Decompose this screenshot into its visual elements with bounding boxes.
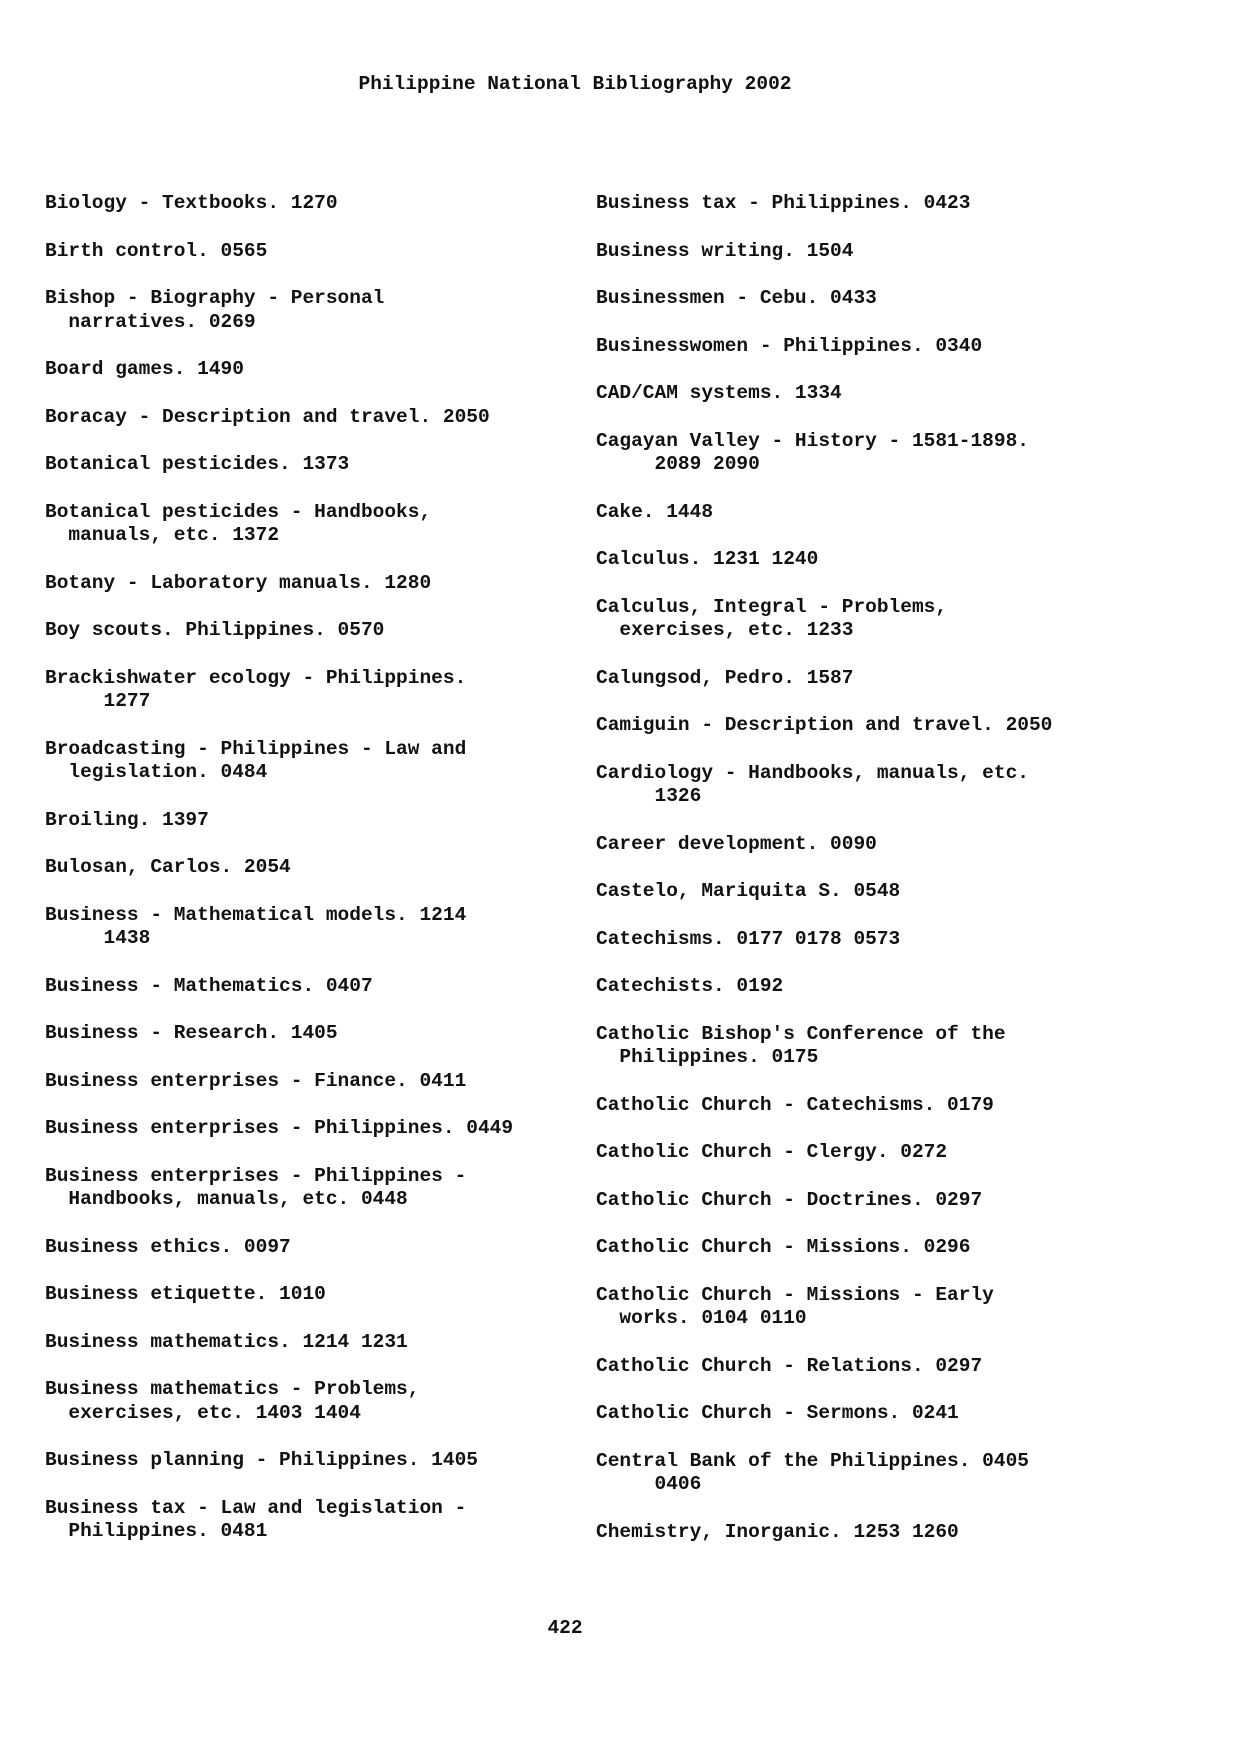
left-index-column xyxy=(45,192,565,1568)
index-entry-heading: Business mathematics - Problems, xyxy=(45,1378,420,1400)
index-entry xyxy=(596,1284,1136,1331)
index-entry xyxy=(45,1497,565,1544)
index-entry xyxy=(45,406,565,430)
index-entry-continuation: 1438 xyxy=(45,927,151,949)
index-entry-heading: Catholic Church - Relations. 0297 xyxy=(596,1354,983,1377)
index-entry xyxy=(45,358,565,382)
index-entry-heading: Botanical pesticides. 1373 xyxy=(45,453,350,475)
index-entry xyxy=(45,453,565,477)
index-entry-heading: Business etiquette. 1010 xyxy=(45,1283,326,1305)
index-entry-heading: Business - Mathematics. 0407 xyxy=(45,974,373,997)
index-entry-heading: Catholic Church - Clergy. 0272 xyxy=(596,1141,948,1163)
index-entry xyxy=(596,975,1136,999)
index-entry xyxy=(596,240,1136,264)
index-entry xyxy=(45,619,565,643)
index-entry-heading: Business - Mathematical models. 1214 xyxy=(45,903,467,926)
index-entry xyxy=(45,667,565,714)
index-entry-heading: Botany - Laboratory manuals. 1280 xyxy=(45,571,432,594)
index-entry-heading: Broiling. 1397 xyxy=(45,808,209,831)
index-entry-heading: Catholic Church - Catechisms. 0179 xyxy=(596,1093,994,1116)
index-entry xyxy=(596,287,1136,311)
index-entry xyxy=(596,1189,1136,1213)
index-entry xyxy=(45,904,565,951)
index-entry-heading: Boracay - Description and travel. 2050 xyxy=(45,405,490,428)
index-entry-heading: Birth control. 0565 xyxy=(45,239,268,262)
index-entry xyxy=(45,1022,565,1046)
index-entry xyxy=(596,1141,1136,1165)
index-entry-heading: Central Bank of the Philippines. 0405 xyxy=(596,1449,1029,1472)
index-entry-heading: Biology - Textbooks. 1270 xyxy=(45,192,338,214)
index-entry-continuation: Philippines. 0481 xyxy=(45,1520,268,1542)
index-entry-heading: Catholic Church - Missions - Early xyxy=(596,1283,994,1306)
index-entry-heading: Broadcasting - Philippines - Law and xyxy=(45,737,467,760)
index-entry-continuation: narratives. 0269 xyxy=(45,310,256,333)
index-entry xyxy=(596,1521,1136,1545)
index-entry-continuation: 1277 xyxy=(45,690,151,712)
index-entry-continuation: Philippines. 0175 xyxy=(596,1046,819,1068)
index-entry xyxy=(45,856,565,880)
index-entry xyxy=(45,501,565,548)
index-entry xyxy=(45,1236,565,1260)
index-entry xyxy=(596,1450,1136,1497)
index-entry xyxy=(45,192,565,216)
index-entry xyxy=(45,975,565,999)
index-entry-heading: Brackishwater ecology - Philippines. xyxy=(45,666,467,689)
index-entry-heading: Camiguin - Description and travel. 2050 xyxy=(596,714,1053,736)
index-entry-heading: Catechisms. 0177 0178 0573 xyxy=(596,927,901,950)
index-entry-continuation: Handbooks, manuals, etc. 0448 xyxy=(45,1188,408,1210)
index-entry-heading: Catholic Church - Doctrines. 0297 xyxy=(596,1188,983,1211)
index-entry-heading: Bulosan, Carlos. 2054 xyxy=(45,856,291,878)
index-entry-heading: Businesswomen - Philippines. 0340 xyxy=(596,334,983,357)
index-entry-heading: Botanical pesticides - Handbooks, xyxy=(45,500,432,523)
index-entry-heading: Castelo, Mariquita S. 0548 xyxy=(596,880,901,902)
page-title: Philippine National Bibliography 2002 xyxy=(358,73,792,95)
index-entry-continuation: exercises, etc. 1233 xyxy=(596,619,854,641)
index-entry xyxy=(596,596,1136,643)
index-entry-heading: Boy scouts. Philippines. 0570 xyxy=(45,619,385,641)
index-entry xyxy=(45,1070,565,1094)
index-entry xyxy=(45,1331,565,1355)
index-entry xyxy=(596,192,1136,216)
index-entry-continuation: manuals, etc. 1372 xyxy=(45,524,280,546)
index-entry-heading: Business tax - Law and legislation - xyxy=(45,1496,467,1519)
index-entry xyxy=(45,1449,565,1473)
page-number: 422 xyxy=(547,1617,583,1639)
index-entry xyxy=(596,382,1136,406)
index-entry-heading: Catechists. 0192 xyxy=(596,975,784,997)
index-entry-heading: Business ethics. 0097 xyxy=(45,1235,291,1258)
index-entry xyxy=(596,833,1136,857)
index-entry xyxy=(596,880,1136,904)
index-entry-heading: Career development. 0090 xyxy=(596,832,877,855)
index-entry xyxy=(45,809,565,833)
index-entry xyxy=(596,1355,1136,1379)
index-entry xyxy=(596,335,1136,359)
index-entry xyxy=(596,762,1136,809)
index-entry xyxy=(45,1378,565,1425)
index-entry-heading: Business tax - Philippines. 0423 xyxy=(596,192,971,214)
index-entry xyxy=(45,738,565,785)
index-entry-heading: Business enterprises - Finance. 0411 xyxy=(45,1069,467,1092)
index-entry-heading: Bishop - Biography - Personal xyxy=(45,287,385,309)
index-entry xyxy=(596,548,1136,572)
index-entry xyxy=(596,667,1136,691)
index-entry-heading: Cagayan Valley - History - 1581-1898. xyxy=(596,429,1029,452)
index-entry xyxy=(596,714,1136,738)
index-entry xyxy=(45,1117,565,1141)
index-entry-heading: Business planning - Philippines. 1405 xyxy=(45,1449,478,1471)
index-entry xyxy=(596,1402,1136,1426)
index-entry-heading: Chemistry, Inorganic. 1253 1260 xyxy=(596,1520,959,1543)
index-entry-continuation: 2089 2090 xyxy=(596,453,760,475)
index-entry-continuation: works. 0104 0110 xyxy=(596,1307,807,1329)
index-entry-heading: Business enterprises - Philippines - xyxy=(45,1164,467,1187)
index-entry-continuation: 1326 xyxy=(596,785,702,807)
index-entry xyxy=(596,501,1136,525)
index-entry-heading: Catholic Bishop's Conference of the xyxy=(596,1022,1006,1045)
index-entry xyxy=(596,430,1136,477)
index-entry xyxy=(45,1283,565,1307)
index-entry xyxy=(596,1023,1136,1070)
index-entry xyxy=(596,928,1136,952)
index-entry-heading: Calculus, Integral - Problems, xyxy=(596,595,948,618)
index-entry-heading: Cardiology - Handbooks, manuals, etc. xyxy=(596,761,1029,784)
index-entry xyxy=(45,1165,565,1212)
index-entry-heading: Catholic Church - Missions. 0296 xyxy=(596,1236,971,1258)
index-entry xyxy=(45,287,565,334)
index-entry-heading: Cake. 1448 xyxy=(596,500,714,523)
index-entry-heading: Catholic Church - Sermons. 0241 xyxy=(596,1402,959,1424)
index-entry-heading: Business writing. 1504 xyxy=(596,239,854,262)
index-entry-heading: Business mathematics. 1214 1231 xyxy=(45,1330,408,1353)
index-entry-heading: CAD/CAM systems. 1334 xyxy=(596,382,842,404)
index-entry-heading: Board games. 1490 xyxy=(45,358,244,380)
index-entry-heading: Calculus. 1231 1240 xyxy=(596,548,819,570)
index-entry-continuation: 0406 xyxy=(596,1473,702,1495)
index-entry-heading: Business enterprises - Philippines. 0449 xyxy=(45,1117,514,1139)
index-entry xyxy=(596,1094,1136,1118)
index-entry xyxy=(45,240,565,264)
index-entry xyxy=(596,1236,1136,1260)
index-entry-continuation: legislation. 0484 xyxy=(45,761,268,783)
index-entry-heading: Businessmen - Cebu. 0433 xyxy=(596,287,877,309)
index-entry-continuation: exercises, etc. 1403 1404 xyxy=(45,1401,361,1424)
index-entry xyxy=(45,572,565,596)
index-entry-heading: Business - Research. 1405 xyxy=(45,1022,338,1044)
index-entry-heading: Calungsod, Pedro. 1587 xyxy=(596,666,854,689)
right-index-column xyxy=(596,192,1136,1568)
